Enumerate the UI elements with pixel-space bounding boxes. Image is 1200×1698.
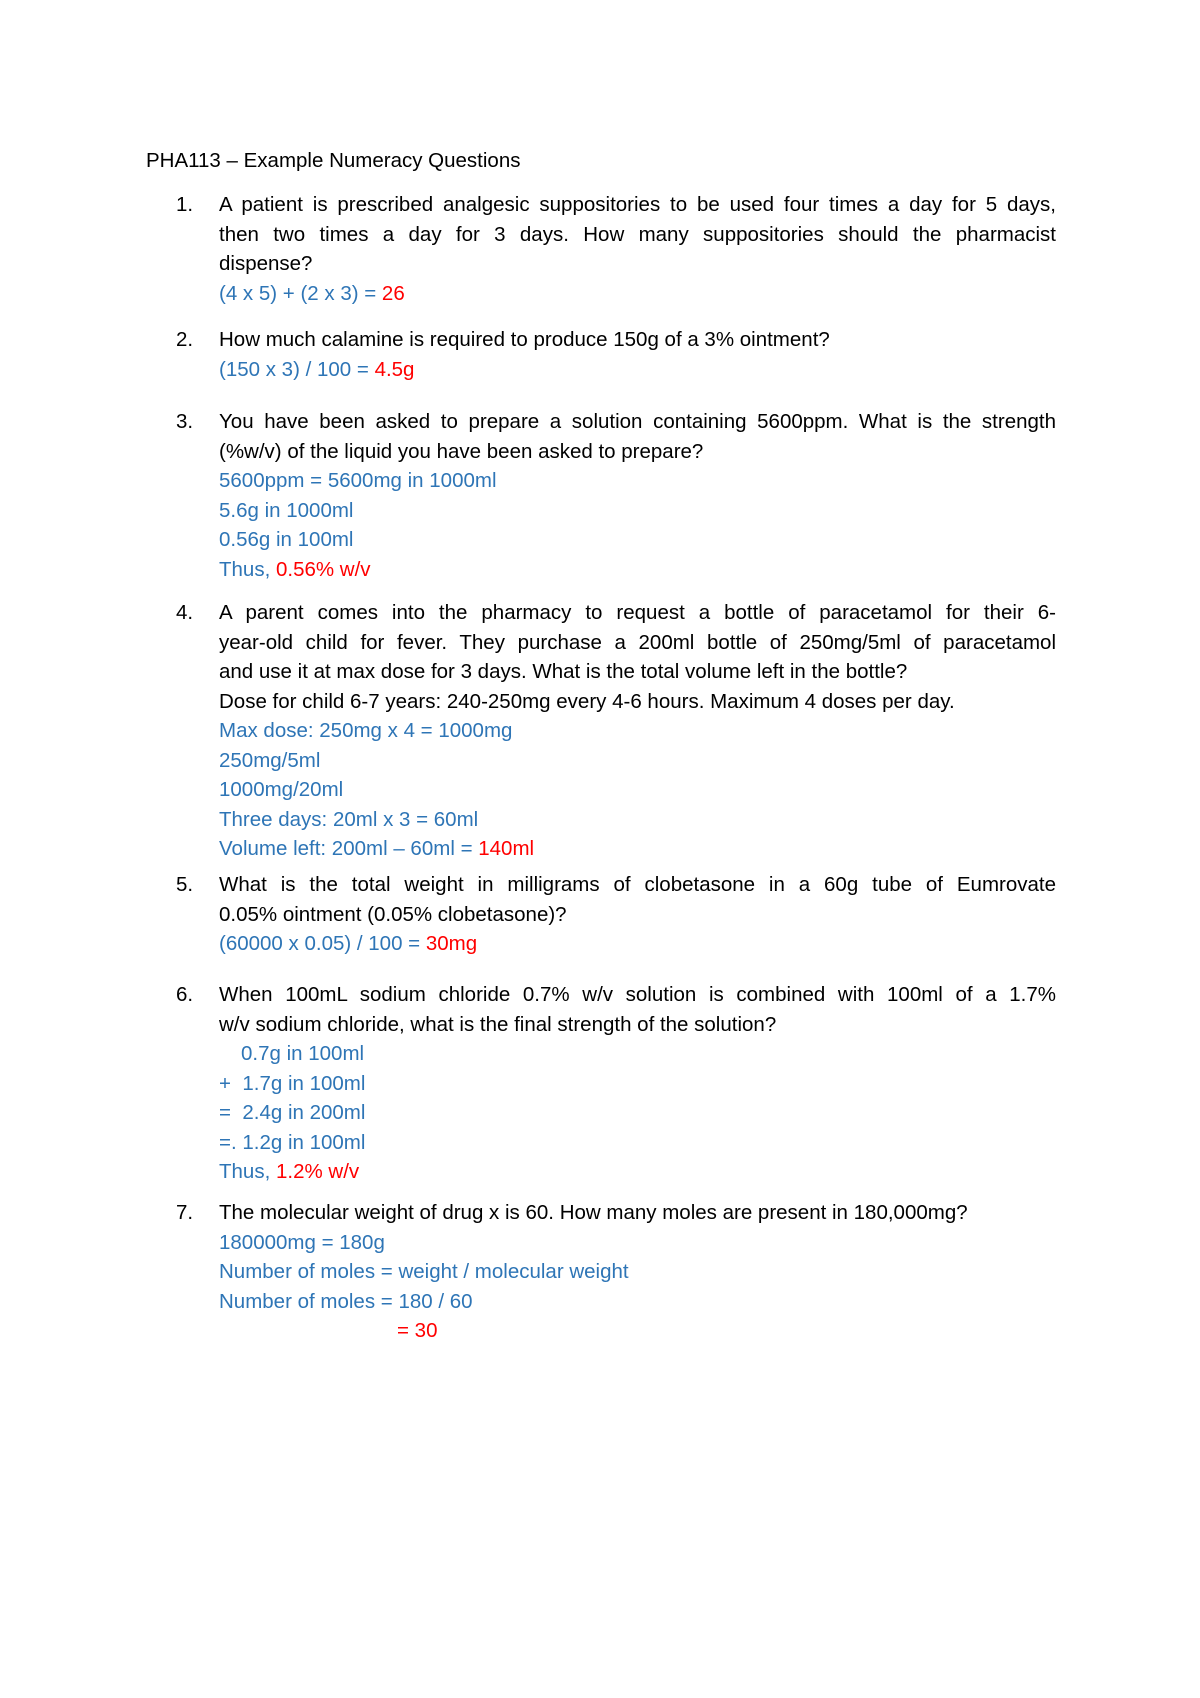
question-number: 2. xyxy=(176,328,194,351)
question-text: How much calamine is required to produce 150g of a 3% ointment? xyxy=(219,328,830,351)
question-text: You have been asked to prepare a solution containing 5600ppm. What is the strength xyxy=(219,410,1056,433)
working-text: Volume left: 200ml – 60ml = xyxy=(219,837,479,860)
answer-text: 140ml xyxy=(478,837,535,860)
question-text: When 100mL sodium chloride 0.7% w/v solution is combined with 100ml of a 1.7% xyxy=(219,983,1056,1006)
question-text: A patient is prescribed analgesic suppositories to be used four times a day for 5 days, xyxy=(219,193,1056,216)
question-text: year-old child for fever. They purchase a 200ml bottle of 250mg/5ml of paracetamol xyxy=(219,630,1056,654)
question-4 xyxy=(176,598,1056,864)
question-text: What is the total weight in milligrams of clobetasone in a 60g tube of Eumrovate xyxy=(219,873,1056,896)
working-text: 0.56g in 100ml xyxy=(219,528,354,551)
working-text: 5.6g in 1000ml xyxy=(219,498,354,522)
question-text: (%w/v) of the liquid you have been asked to prepare? xyxy=(219,439,704,463)
working-text: (60000 x 0.05) / 100 = xyxy=(219,932,426,955)
question-2 xyxy=(176,325,1056,384)
question-number: 6. xyxy=(176,983,194,1006)
working-text: Max dose: 250mg x 4 = 1000mg xyxy=(219,719,513,742)
question-text: 0.05% ointment (0.05% clobetasone)? xyxy=(219,902,567,926)
working-text: Number of moles = weight / molecular weight xyxy=(219,1260,629,1283)
working-text: (150 x 3) / 100 = xyxy=(219,357,375,381)
question-text: A parent comes into the pharmacy to request a bottle of paracetamol for their 6- xyxy=(219,601,1056,624)
question-text: then two times a day for 3 days. How many suppositories should the pharmacist xyxy=(219,222,1056,246)
working-text: Number of moles = 180 / 60 xyxy=(219,1289,473,1313)
working-text: Three days: 20ml x 3 = 60ml xyxy=(219,807,479,831)
question-number: 4. xyxy=(176,601,194,624)
answer-text: 1.2% w/v xyxy=(275,1160,360,1183)
working-text: 5600ppm = 5600mg in 1000ml xyxy=(219,469,497,492)
question-number: 3. xyxy=(176,410,194,433)
question-3 xyxy=(176,407,1056,584)
question-7 xyxy=(176,1198,1056,1346)
question-text: and use it at max dose for 3 days. What is the total volume left in the bottle? xyxy=(219,660,908,683)
question-text: Dose for child 6-7 years: 240-250mg every 4-6 hours. Maximum 4 doses per day. xyxy=(219,689,955,713)
working-text: (4 x 5) + (2 x 3) = xyxy=(219,281,382,305)
question-text: dispense? xyxy=(219,252,313,275)
page-title: PHA113 – Example Numeracy Questions xyxy=(146,149,521,172)
working-text: =. 1.2g in 100ml xyxy=(219,1130,366,1154)
answer-text: = 30 xyxy=(397,1319,438,1342)
thus-label: Thus, xyxy=(219,1160,276,1183)
working-text: 180000mg = 180g xyxy=(219,1230,385,1254)
question-5 xyxy=(176,870,1056,959)
working-text: + 1.7g in 100ml xyxy=(219,1071,366,1095)
working-text: = 2.4g in 200ml xyxy=(219,1101,366,1124)
thus-label: Thus, xyxy=(219,557,276,581)
answer-text: 26 xyxy=(381,281,405,305)
question-number: 5. xyxy=(176,873,194,896)
answer-text: 0.56% w/v xyxy=(275,557,371,581)
answer-text: 30mg xyxy=(425,932,478,955)
working-text: 1000mg/20ml xyxy=(219,778,344,801)
working-text: 250mg/5ml xyxy=(219,748,321,772)
question-6 xyxy=(176,980,1056,1187)
question-number: 7. xyxy=(176,1201,194,1224)
question-number: 1. xyxy=(176,193,194,216)
working-text: 0.7g in 100ml xyxy=(241,1042,365,1065)
question-text: The molecular weight of drug x is 60. How many moles are present in 180,000mg? xyxy=(219,1201,968,1224)
question-1 xyxy=(176,190,1056,308)
question-text: w/v sodium chloride, what is the final strength of the solution? xyxy=(219,1012,777,1036)
answer-text: 4.5g xyxy=(374,357,415,381)
